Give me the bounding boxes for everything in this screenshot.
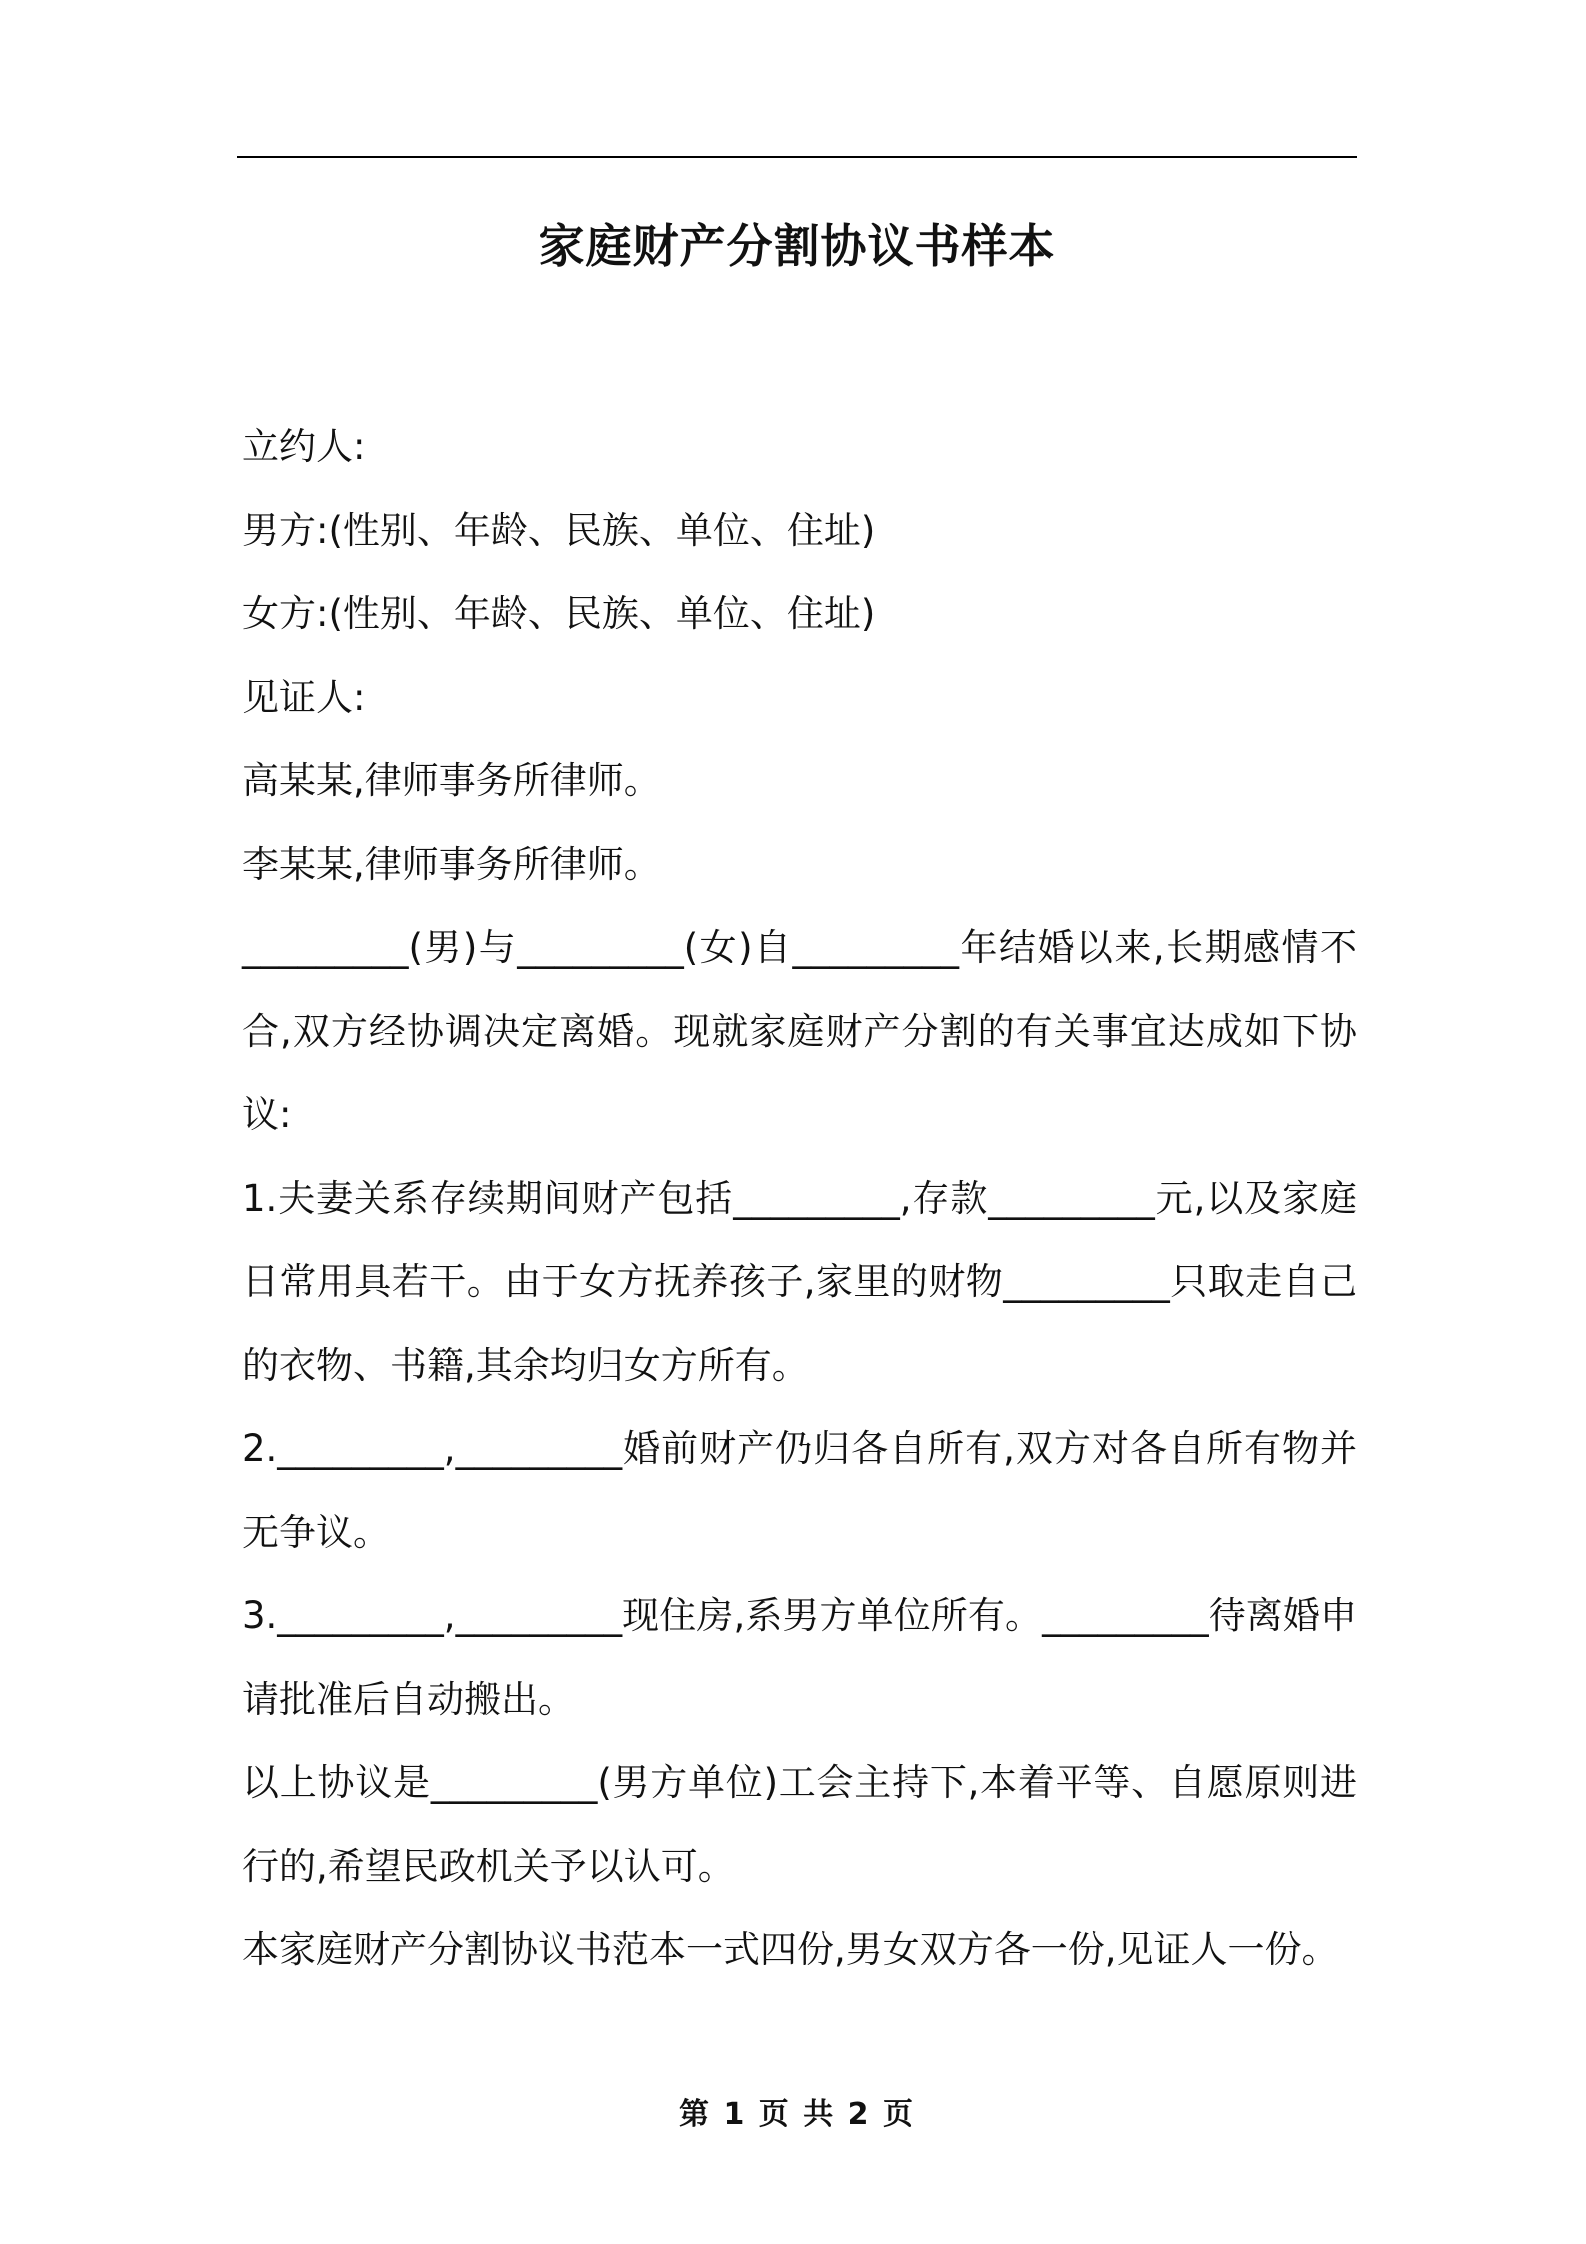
paragraph-preamble: _________(男)与_________(女)自_________年结婚以来,长期感情不合,双方经协调决定离婚。现就家庭财产分割的有关事宜达成如下协议:: [242, 926, 1357, 1136]
paragraph-clause-3: 3._________,_________现住房,系男方单位所有。_________待离婚申请批准后自动搬出。: [242, 1594, 1357, 1721]
paragraph-clause-1: 1.夫妻关系存续期间财产包括_________,存款_________元,以及家庭日常用具若干。由于女方抚养孩子,家里的财物_________只取走自己的衣物、书籍,其余均归女方所有。: [242, 1176, 1357, 1387]
paragraph-witness-1: 高某某,律师事务所律师。: [242, 759, 661, 802]
document-body: [242, 405, 1357, 1992]
page-number: 第 1 页 共 2 页: [679, 2097, 915, 2132]
header-rule: [237, 156, 1357, 158]
document-title: 家庭财产分割协议书样本: [538, 219, 1056, 273]
paragraph-clause-2: 2._________,_________婚前财产仍归各自所有,双方对各自所有物并无争议。: [242, 1427, 1357, 1554]
paragraph-copies: 本家庭财产分割协议书范本一式四份,男女双方各一份,见证人一份。: [242, 1928, 1339, 1971]
paragraph-witness-2: 李某某,律师事务所律师。: [242, 842, 661, 886]
paragraph-mediation: 以上协议是_________(男方单位)工会主持下,本着平等、自愿原则进行的,希望民政机关予以认可。: [242, 1761, 1357, 1888]
paragraph-male-party: 男方:(性别、年龄、民族、单位、住址): [242, 508, 876, 552]
paragraph-parties: 立约人:: [242, 425, 366, 468]
paragraph-witness-heading: 见证人:: [242, 675, 366, 719]
paragraph-female-party: 女方:(性别、年龄、民族、单位、住址): [242, 592, 876, 635]
